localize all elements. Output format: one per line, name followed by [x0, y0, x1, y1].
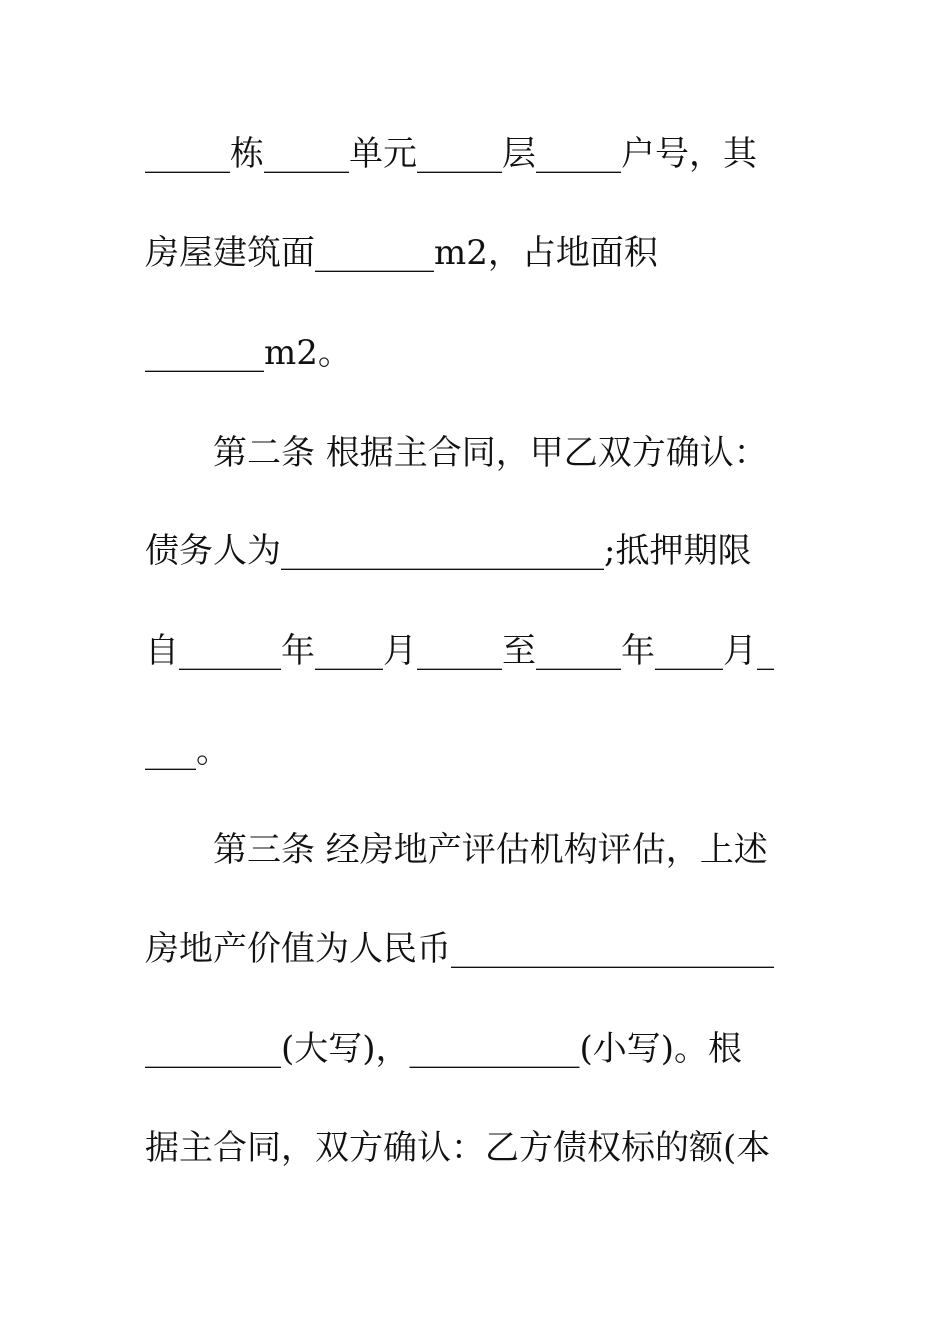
text-line-2: 房屋建筑面_______m2，占地面积: [145, 233, 658, 273]
article-2-heading-line: 第二条 根据主合同，甲乙双方确认：: [213, 433, 768, 473]
text-line-10: ________(大写)，__________(小写)。根: [145, 1029, 743, 1069]
text-line-11: 据主合同，双方确认：乙方债权标的额(本: [145, 1128, 771, 1168]
text-line-6: 自______年____月_____至_____年____月_: [145, 631, 774, 671]
text-line-1: _____栋_____单元_____层_____户号，其: [145, 134, 757, 174]
text-line-5: 债务人为___________________;抵押期限: [145, 531, 752, 571]
text-line-3: _______m2。: [145, 333, 352, 373]
article-3-heading-line: 第三条 经房地产评估机构评估，上述: [213, 830, 768, 870]
text-line-7: ___。: [145, 731, 230, 771]
text-line-9: 房地产价值为人民币___________________: [145, 929, 774, 969]
